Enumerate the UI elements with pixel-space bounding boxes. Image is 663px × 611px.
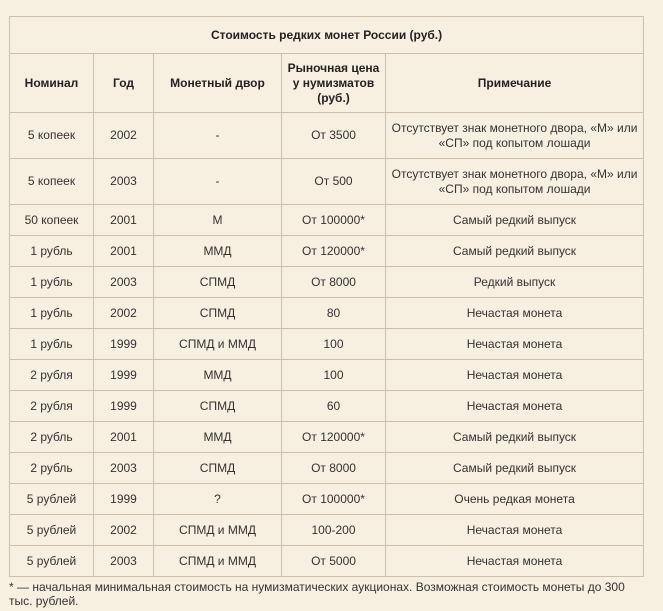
cell-price: От 100000* (282, 205, 386, 236)
table-row (10, 484, 644, 515)
table-row (10, 267, 644, 298)
cell-nominal: 1 рубль (10, 298, 94, 329)
table-header-row (10, 54, 644, 113)
cell-year: 2002 (94, 113, 154, 159)
cell-price: От 8000 (282, 453, 386, 484)
cell-price: От 8000 (282, 267, 386, 298)
cell-price: 60 (282, 391, 386, 422)
cell-mint: СПМД и ММД (154, 546, 282, 577)
table-title-row (10, 17, 644, 54)
cell-nominal: 1 рубль (10, 329, 94, 360)
cell-nominal: 2 рубль (10, 422, 94, 453)
cell-nominal: 2 рубля (10, 391, 94, 422)
cell-year: 1999 (94, 360, 154, 391)
cell-year: 2002 (94, 298, 154, 329)
cell-nominal: 50 копеек (10, 205, 94, 236)
cell-mint: СПМД (154, 453, 282, 484)
header-mint: Монетный двор (154, 54, 282, 113)
cell-mint: СПМД (154, 298, 282, 329)
table-row (10, 391, 644, 422)
cell-nominal: 5 копеек (10, 113, 94, 159)
cell-note: Нечастая монета (386, 329, 644, 360)
cell-note: Отсутствует знак монетного двора, «М» или «СП» под копытом лошади (386, 113, 644, 159)
cell-year: 2001 (94, 236, 154, 267)
header-nominal: Номинал (10, 54, 94, 113)
cell-note: Нечастая монета (386, 515, 644, 546)
cell-note: Самый редкий выпуск (386, 422, 644, 453)
cell-price: 100 (282, 360, 386, 391)
header-note: Примечание (386, 54, 644, 113)
cell-mint: ? (154, 484, 282, 515)
cell-mint: - (154, 113, 282, 159)
table-row (10, 422, 644, 453)
cell-nominal: 1 рубль (10, 267, 94, 298)
table-body (10, 113, 644, 577)
table-footnote: * — начальная минимальная стоимость на нумизматических аукционах. Возможная стоимость монеты до 300 тыс. рублей. (9, 580, 625, 608)
cell-mint: СПМД и ММД (154, 515, 282, 546)
cell-mint: СПМД (154, 391, 282, 422)
cell-price: 100 (282, 329, 386, 360)
cell-price: От 3500 (282, 113, 386, 159)
table-row (10, 298, 644, 329)
cell-year: 2003 (94, 546, 154, 577)
cell-mint: М (154, 205, 282, 236)
cell-note: Редкий выпуск (386, 267, 644, 298)
coin-value-table-wrapper (9, 16, 643, 577)
table-row (10, 236, 644, 267)
cell-price: От 120000* (282, 422, 386, 453)
cell-mint: СПМД и ММД (154, 329, 282, 360)
coin-value-table (9, 16, 644, 577)
table-row (10, 546, 644, 577)
cell-mint: ММД (154, 236, 282, 267)
cell-nominal: 5 рублей (10, 546, 94, 577)
cell-nominal: 1 рубль (10, 236, 94, 267)
cell-price: 80 (282, 298, 386, 329)
cell-year: 2003 (94, 159, 154, 205)
cell-year: 1999 (94, 484, 154, 515)
table-row (10, 515, 644, 546)
cell-year: 2001 (94, 205, 154, 236)
cell-price: От 100000* (282, 484, 386, 515)
header-market-price: Рыночная цена у нумизматов (руб.) (282, 54, 386, 113)
cell-mint: СПМД (154, 267, 282, 298)
cell-note: Очень редкая монета (386, 484, 644, 515)
header-year: Год (94, 54, 154, 113)
cell-year: 2001 (94, 422, 154, 453)
cell-mint: ММД (154, 422, 282, 453)
cell-year: 1999 (94, 329, 154, 360)
cell-mint: ММД (154, 360, 282, 391)
cell-note: Нечастая монета (386, 360, 644, 391)
cell-nominal: 5 копеек (10, 159, 94, 205)
cell-nominal: 2 рубля (10, 360, 94, 391)
table-row (10, 453, 644, 484)
cell-note: Нечастая монета (386, 298, 644, 329)
cell-note: Нечастая монета (386, 391, 644, 422)
cell-nominal: 5 рублей (10, 484, 94, 515)
cell-price: От 120000* (282, 236, 386, 267)
cell-mint: - (154, 159, 282, 205)
table-row (10, 205, 644, 236)
cell-note: Отсутствует знак монетного двора, «М» или «СП» под копытом лошади (386, 159, 644, 205)
cell-note: Нечастая монета (386, 546, 644, 577)
cell-year: 1999 (94, 391, 154, 422)
cell-price: От 500 (282, 159, 386, 205)
cell-note: Самый редкий выпуск (386, 205, 644, 236)
table-row (10, 360, 644, 391)
table-row (10, 329, 644, 360)
table-row (10, 159, 644, 205)
cell-year: 2002 (94, 515, 154, 546)
cell-price: От 5000 (282, 546, 386, 577)
table-row (10, 113, 644, 159)
cell-year: 2003 (94, 453, 154, 484)
cell-year: 2003 (94, 267, 154, 298)
table-title: Стоимость редких монет России (руб.) (10, 17, 644, 54)
cell-note: Самый редкий выпуск (386, 236, 644, 267)
cell-price: 100-200 (282, 515, 386, 546)
cell-note: Самый редкий выпуск (386, 453, 644, 484)
cell-nominal: 2 рубль (10, 453, 94, 484)
cell-nominal: 5 рублей (10, 515, 94, 546)
